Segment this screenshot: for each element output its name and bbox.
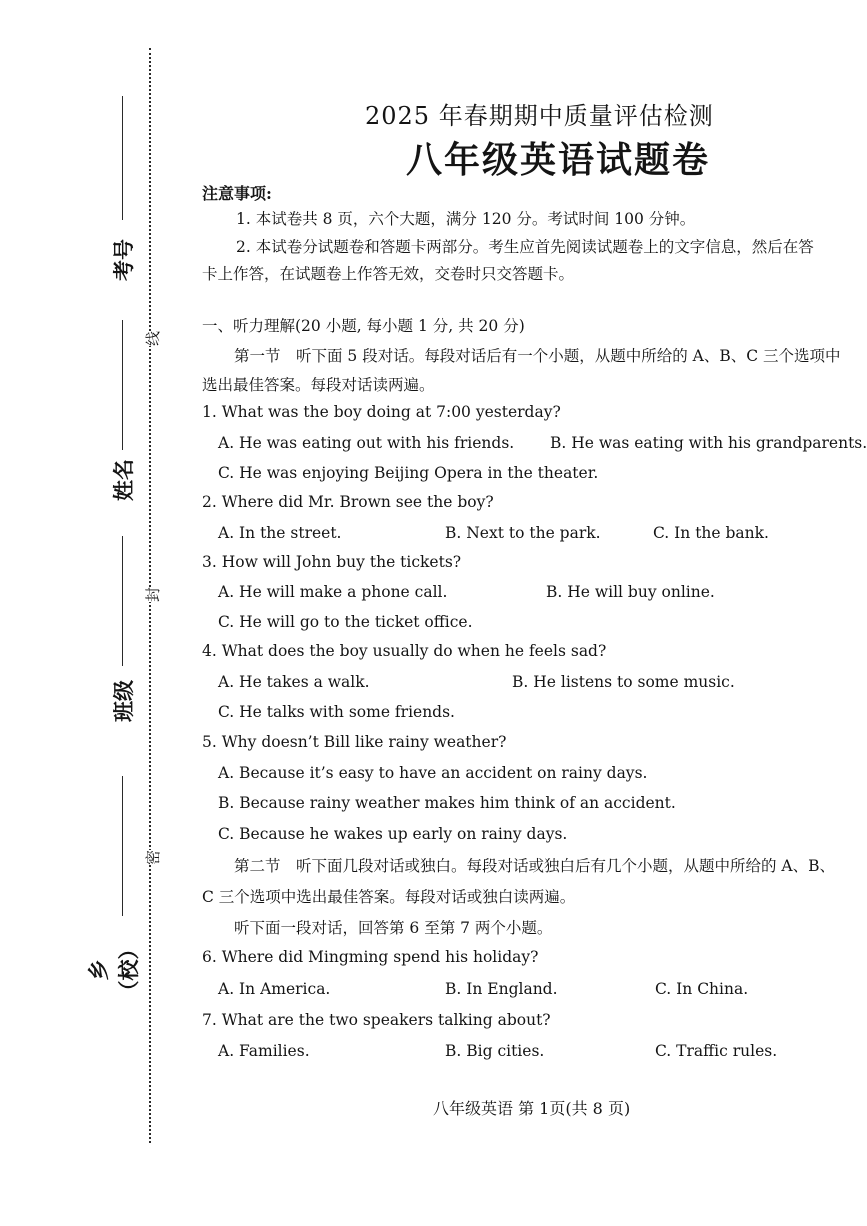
- name-underline: [122, 320, 123, 450]
- notes-item-1: 1. 本试卷共 8 页，六个大题，满分 120 分。考试时间 100 分钟。: [236, 210, 696, 228]
- part-2-listening-instruction: 听下面一段对话，回答第 6 至第 7 两个小题。: [234, 919, 553, 937]
- q1-option-b: B. He was eating with his grandparents.: [550, 434, 867, 452]
- question-7: 7. What are the two speakers talking about?: [202, 1011, 551, 1029]
- exam-no-label: 考号: [111, 239, 136, 281]
- question-1: 1. What was the boy doing at 7:00 yesterday?: [202, 403, 561, 421]
- q5-option-c: C. Because he wakes up early on rainy days.: [218, 825, 568, 843]
- q1-option-c: C. He was enjoying Beijing Opera in the theater.: [218, 464, 599, 482]
- q4-option-c: C. He talks with some friends.: [218, 703, 455, 721]
- school-label: 乡（校）: [86, 938, 141, 1002]
- part-2-instruction-line-2: C 三个选项中选出最佳答案。每段对话或独白读两遍。: [202, 888, 576, 906]
- school-underline: [122, 776, 123, 916]
- q2-option-a: A. In the street.: [218, 524, 342, 542]
- part-1-instruction-line-1: 第一节 听下面 5 段对话。每段对话后有一个小题，从题中所给的 A、B、C 三个选项中: [234, 347, 841, 365]
- exam-no-underline: [122, 96, 123, 220]
- q1-option-a: A. He was eating out with his friends.: [218, 434, 515, 452]
- q4-option-a: A. He takes a walk.: [218, 673, 370, 691]
- part-2-instruction-line-1: 第二节 听下面几段对话或独白。每段对话或独白后有几个小题，从题中所给的 A、B、: [234, 857, 836, 875]
- seal-char-seal: 封: [140, 587, 165, 602]
- paper-title: 八年级英语试题卷: [406, 139, 711, 181]
- class-label: 班级: [111, 680, 136, 722]
- q5-option-b: B. Because rainy weather makes him think of an accident.: [218, 794, 676, 812]
- q4-option-b: B. He listens to some music.: [512, 673, 735, 691]
- q2-option-c: C. In the bank.: [653, 524, 769, 542]
- notes-item-2-line-2: 卡上作答，在试题卷上作答无效，交卷时只交答题卡。: [202, 265, 575, 283]
- q7-option-b: B. Big cities.: [445, 1042, 545, 1060]
- exam-title: 2025 年春期期中质量评估检测: [365, 102, 714, 130]
- q6-option-b: B. In England.: [445, 980, 558, 998]
- question-5: 5. Why doesn’t Bill like rainy weather?: [202, 733, 507, 751]
- q7-option-a: A. Families.: [218, 1042, 310, 1060]
- class-underline: [122, 536, 123, 666]
- q2-option-b: B. Next to the park.: [445, 524, 601, 542]
- seal-char-secret: 密: [140, 850, 165, 865]
- q5-option-a: A. Because it’s easy to have an accident on rainy days.: [218, 764, 648, 782]
- name-label: 姓名: [111, 459, 136, 501]
- question-2: 2. Where did Mr. Brown see the boy?: [202, 493, 494, 511]
- part-1-instruction-line-2: 选出最佳答案。每段对话读两遍。: [202, 376, 435, 394]
- question-4: 4. What does the boy usually do when he feels sad?: [202, 642, 607, 660]
- notes-heading: 注意事项:: [202, 184, 272, 203]
- question-6: 6. Where did Mingming spend his holiday?: [202, 948, 539, 966]
- q6-option-a: A. In America.: [218, 980, 331, 998]
- question-3: 3. How will John buy the tickets?: [202, 553, 462, 571]
- q7-option-c: C. Traffic rules.: [655, 1042, 778, 1060]
- page-footer: 八年级英语 第 1页(共 8 页): [433, 1099, 631, 1118]
- q3-option-c: C. He will go to the ticket office.: [218, 613, 473, 631]
- section-1-heading: 一、听力理解(20 小题, 每小题 1 分, 共 20 分): [202, 317, 525, 335]
- notes-item-2-line-1: 2. 本试卷分试题卷和答题卡两部分。考生应首先阅读试题卷上的文字信息，然后在答: [236, 238, 814, 256]
- q3-option-a: A. He will make a phone call.: [218, 583, 448, 601]
- seal-char-line: 线: [140, 331, 165, 346]
- q6-option-c: C. In China.: [655, 980, 749, 998]
- q3-option-b: B. He will buy online.: [546, 583, 715, 601]
